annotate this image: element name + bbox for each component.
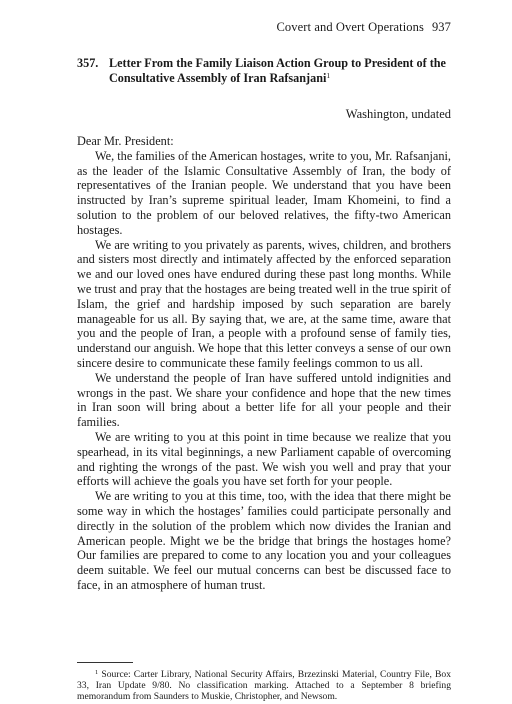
paragraph: We, the families of the American hostages, write to you, Mr. Rafsanjani, as the leader of the Islamic Consultative Assembly of Iran, the body of representatives of the Iranian people. We understand that you have been instructed by Iran’s supreme spiritual leader, Imam Khomeini, to find a solution to the problem of our beloved relatives, the fifty-two American hostages.	[77, 148, 451, 237]
running-head	[276, 20, 451, 35]
paragraph: We are writing to you at this time, too, with the idea that there might be some way in which the hostages’ families could participate personally and directly in the solution of the problem which now divides the Iranian and American people. Might we be the bridge that brings the hostages home? Our families are prepared to come to any location you and your colleagues deem suitable. We feel our mutual concerns can best be discussed face to face, in an atmosphere of human trust.	[77, 489, 451, 592]
paragraph: We are writing to you privately as parents, wives, children, and brothers and sisters most directly and intimately affected by the enforced separation we and our loved ones have endured during these past long months. While we trust and pray that the hostages are being treated well in the true spirit of Islam, the grief and hardship imposed by such separation are barely manageable for us all. By saying that, we are, at the same time, aware that you and the people of Iran, a people with a profound sense of family ties, understand our anguish. We hope that this letter conveys a sense of our own sincere desire to communicate these family feelings common to us all.	[77, 237, 451, 370]
dateline: Washington, undated	[345, 107, 451, 121]
document-title: Letter From the Family Liaison Action Group to President of the Consultative Assembly of Iran Rafsanjani	[109, 56, 446, 85]
page-number: 937	[431, 20, 451, 34]
letter-body	[77, 134, 451, 593]
footnote-text: Source: Carter Library, National Security Affairs, Brzezinski Material, Country File, Box 33, Iran Update 9/80. No classification marking. Attached to a September 8 briefing memorandum from Saunders to Muskie, Christopher, and Newsom.	[77, 669, 451, 702]
salutation: Dear Mr. President:	[77, 134, 174, 148]
footnote-reference: 1	[326, 71, 331, 80]
paragraph: We are writing to you at this point in time because we realize that you spearhead, in its vital beginnings, a new Parliament capable of overcoming and righting the wrongs of the past. We wish you well and pray that your efforts will achieve the goals you have set forth for your people.	[77, 429, 451, 489]
document-page	[77, 0, 451, 704]
document-number: 357.	[77, 56, 99, 70]
running-head-title: Covert and Overt Operations	[276, 20, 424, 34]
document-title-text	[77, 56, 451, 86]
document-heading	[77, 56, 451, 86]
paragraph: We understand the people of Iran have suffered untold indignities and wrongs in the past. We share your confidence and hope that the new times in Iran soon will bring about a better life for all your people and their families.	[77, 370, 451, 430]
footnote-marker: 1	[95, 669, 99, 676]
footnote	[77, 669, 451, 702]
footnote-divider	[77, 662, 133, 663]
